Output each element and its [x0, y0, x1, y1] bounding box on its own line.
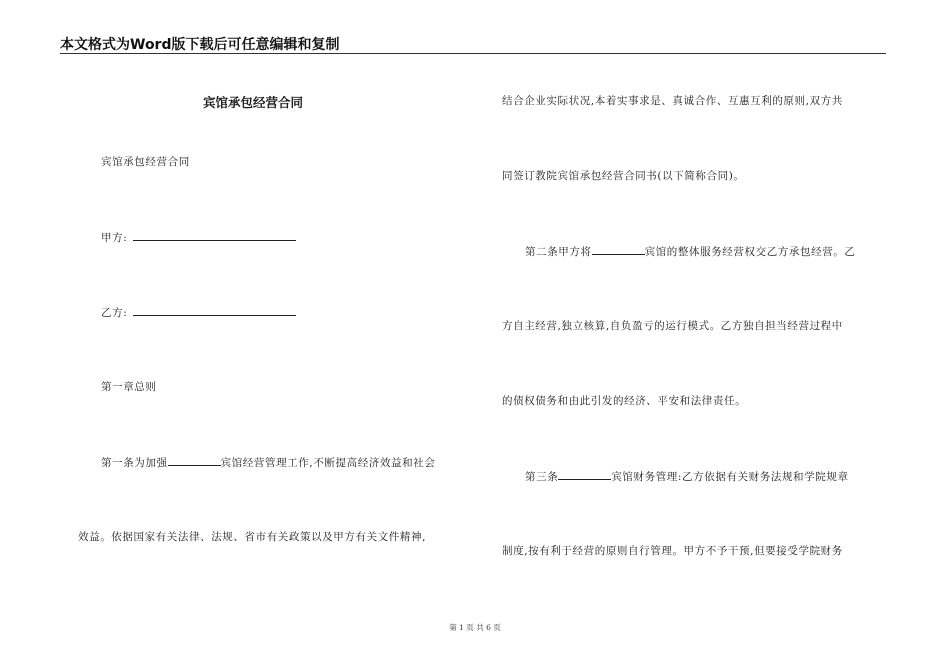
- article-one-line-1: [101, 454, 435, 470]
- article-three-suffix: 宾馆财务管理:乙方依据有关财务法规和学院规章: [611, 471, 849, 483]
- article-two-suffix: 宾馆的整体服务经营权交乙方承包经营。乙: [644, 246, 856, 258]
- chapter-one-heading: 第一章总则: [101, 381, 157, 393]
- contract-subtitle: 宾馆承包经营合同: [101, 156, 190, 168]
- page-number-footer: 第 1 页 共 6 页: [449, 623, 501, 632]
- article-three-blank: [558, 468, 611, 480]
- article-one-suffix: 宾馆经营管理工作,不断提高经济效益和社会: [220, 457, 436, 469]
- party-b-blank: [133, 304, 296, 316]
- article-two-line-1: [525, 243, 856, 259]
- party-a-label: 甲方:: [101, 232, 128, 244]
- party-a-blank: [133, 229, 296, 241]
- article-two-blank: [592, 243, 645, 255]
- right-column-line-1: 结合企业实际状况,本着实事求是、真诚合作、互惠互利的原则,双方共: [502, 95, 843, 107]
- article-one-line-2: 效益。依据国家有关法律、法规、省市有关政策以及甲方有关文件精神,: [78, 531, 427, 543]
- article-two-line-3: 的债权债务和由此引发的经济、平安和法律责任。: [502, 395, 747, 407]
- article-three-line-2: 制度,按有利于经营的原则自行管理。甲方不予干预,但要接受学院财务: [502, 545, 843, 557]
- article-three-prefix: 第三条: [525, 471, 559, 483]
- article-one-prefix: 第一条为加强: [101, 457, 168, 469]
- party-b-label: 乙方:: [101, 307, 128, 319]
- article-one-blank: [168, 454, 221, 466]
- article-three-line-1: [525, 468, 849, 484]
- right-column-line-2: 同签订教院宾馆承包经营合同书(以下简称合同)。: [502, 170, 745, 182]
- article-two-line-2: 方自主经营,独立核算,自负盈亏的运行模式。乙方独自担当经营过程中: [502, 320, 843, 332]
- download-notice-banner: 本文格式为Word版下载后可任意编辑和复制: [60, 37, 340, 53]
- document-title: 宾馆承包经营合同: [203, 95, 304, 110]
- party-a-line: [101, 229, 296, 245]
- party-b-line: [101, 304, 296, 320]
- article-two-prefix: 第二条甲方将: [525, 246, 592, 258]
- banner-divider: [60, 53, 886, 54]
